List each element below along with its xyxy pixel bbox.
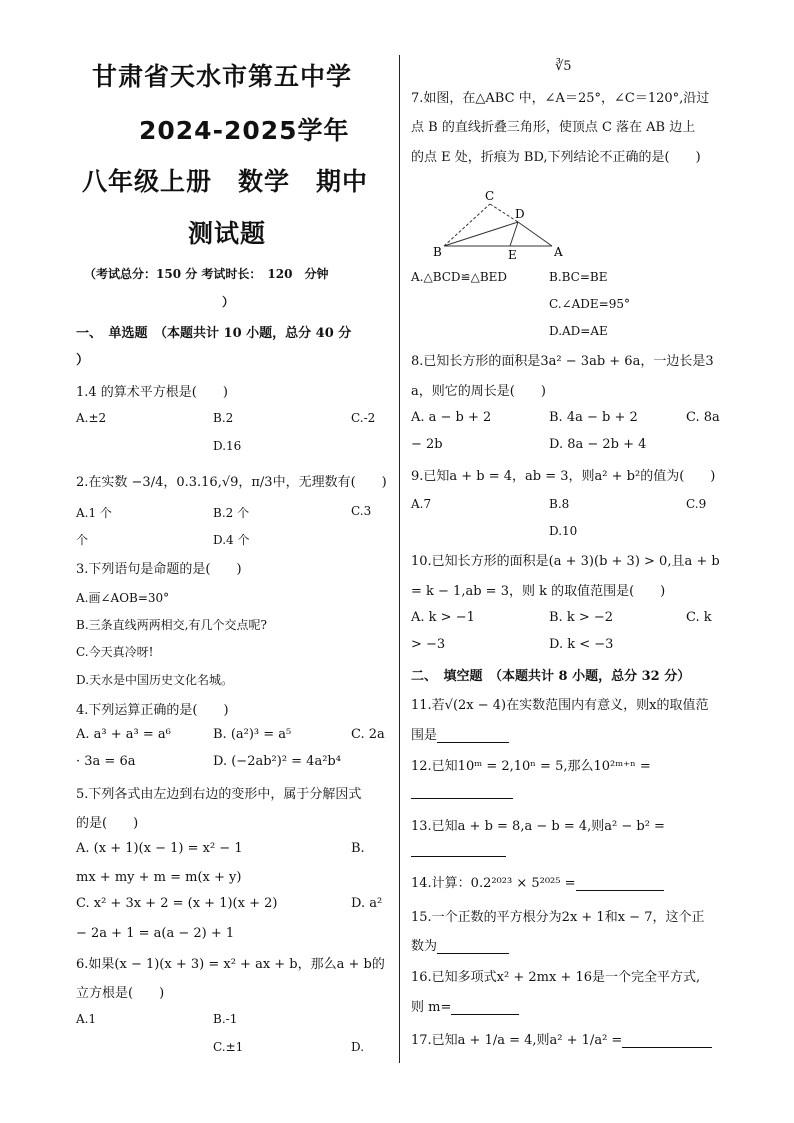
question-10-option-d: D. k < −3	[549, 637, 614, 652]
paper-title-grade: 八年级上册 数学 期中	[82, 167, 369, 196]
question-3-option-c: C.今天真冷呀!	[76, 645, 154, 659]
question-8-option-d: D. 8a − 2b + 4	[549, 437, 647, 452]
question-10-option-c: C. k	[686, 610, 712, 625]
question-6-stem-cont: 立方根是( )	[76, 986, 165, 1001]
question-14-stem-row	[411, 872, 664, 891]
question-2-option-c-cont: 个	[76, 533, 89, 547]
question-2-option-a: A.1 个	[76, 506, 112, 520]
question-4-option-d: D. (−2ab²)² = 4a²b⁴	[213, 754, 341, 769]
paper-title-test: 测试题	[188, 219, 267, 248]
question-2-option-d: D.4 个	[213, 533, 250, 547]
question-8-stem: 8.已知长方形的面积是3a² − 3ab + 6a，一边长是3	[411, 354, 714, 369]
question-11-label: 围是	[411, 728, 438, 743]
segment-DE	[510, 222, 518, 246]
question-1-option-d: D.16	[213, 439, 242, 453]
label-B: B	[433, 245, 442, 259]
question-11-stem-cont	[411, 724, 509, 743]
question-7-stem-cont: 点 B 的直线折叠三角形，使顶点 C 落在 AB 边上	[411, 120, 696, 135]
question-7-stem-cont2: 的点 E 处，折痕为 BD,下列结论不正确的是( )	[411, 150, 701, 165]
question-14-stem: 14.计算：0.2²⁰²³ × 5²⁰²⁵ =	[411, 876, 576, 891]
question-11-stem: 11.若√(2x − 4)在实数范围内有意义，则x的取值范	[411, 698, 709, 713]
question-4-option-b: B. (a²)³ = a⁵	[213, 727, 292, 742]
question-5-option-c: C. x² + 3x + 2 = (x + 1)(x + 2)	[76, 896, 278, 911]
exam-info: （考试总分：150 分 考试时长： 120 分钟	[84, 267, 329, 281]
question-9-option-c: C.9	[686, 497, 707, 511]
question-16-answer-blank[interactable]	[451, 1000, 519, 1015]
segment-BC	[444, 204, 490, 246]
question-7-option-d: D.AD=AE	[549, 324, 608, 338]
question-1-option-c: C.-2	[351, 411, 376, 425]
question-8-option-a: A. a − b + 2	[411, 410, 492, 425]
question-1-option-a: A.±2	[76, 411, 107, 425]
fold-line-BD	[444, 222, 518, 246]
question-10-option-b: B. k > −2	[549, 610, 614, 625]
label-A: A	[554, 245, 563, 259]
question-13-stem: 13.已知a + b = 8,a − b = 4,则a² − b² =	[411, 819, 665, 834]
question-5-stem-cont: 的是( )	[76, 816, 139, 831]
question-13-answer-blank[interactable]	[411, 842, 506, 857]
question-9-option-d: D.10	[549, 524, 578, 538]
question-17-answer-blank[interactable]	[622, 1033, 712, 1048]
question-2-stem: 2.在实数 −3/4，0.3.16,√9，π/3中，无理数有( )	[76, 475, 387, 490]
question-7-option-b: B.BC=BE	[549, 270, 608, 284]
question-15-stem: 15.一个正数的平方根分为2x + 1和x − 7，这个正	[411, 910, 705, 925]
label-E: E	[508, 248, 517, 262]
question-10-option-a: A. k > −1	[411, 610, 475, 625]
question-10-stem-cont: = k − 1,ab = 3，则 k 的取值范围是( )	[411, 584, 666, 599]
segment-DA	[518, 222, 552, 246]
question-15-answer-blank[interactable]	[437, 939, 509, 954]
question-6-stem: 6.如果(x − 1)(x + 3) = x² + ax + b，那么a + b的	[76, 957, 385, 972]
question-12-stem: 12.已知10ᵐ = 2,10ⁿ = 5,那么10²ᵐ⁺ⁿ =	[411, 759, 651, 774]
question-2-option-c: C.3	[351, 504, 372, 518]
question-6-option-d-cont: ∛5	[555, 59, 572, 74]
question-7-option-a: A.△BCD≌△BED	[411, 270, 508, 284]
question-6-option-d: D.	[351, 1040, 365, 1054]
question-17-stem: 17.已知a + 1/a = 4,则a² + 1/a² =	[411, 1033, 623, 1048]
question-6-option-c: C.±1	[213, 1040, 244, 1054]
paper-title-year: 2024-2025学年	[139, 116, 350, 145]
column-divider	[399, 55, 400, 1063]
section-heading-single-choice: 一、 单选题 （本题共计 10 小题，总分 40 分	[76, 326, 352, 341]
question-5-option-b: B.	[351, 841, 365, 856]
question-4-stem: 4.下列运算正确的是( )	[76, 703, 229, 718]
question-8-option-c-cont: − 2b	[411, 437, 443, 452]
question-8-option-c: C. 8a	[686, 410, 720, 425]
exam-info-close: ）	[222, 295, 235, 309]
question-3-option-b: B.三条直线两两相交,有几个交点呢?	[76, 618, 267, 632]
question-17-stem-row	[411, 1029, 712, 1048]
question-5-stem: 5.下列各式由左边到右边的变形中，属于分解因式	[76, 787, 362, 802]
label-C: C	[485, 189, 495, 203]
question-1-option-b: B.2	[213, 411, 234, 425]
question-3-stem: 3.下列语句是命题的是( )	[76, 562, 242, 577]
question-7-stem: 7.如图，在△ABC 中，∠A＝25°，∠C＝120°,沿过	[411, 91, 710, 106]
question-4-option-c-cont: · 3a = 6a	[76, 754, 136, 769]
section-heading-close: ）	[76, 353, 90, 368]
question-12-answer-blank[interactable]	[411, 784, 513, 799]
question-10-stem: 10.已知长方形的面积是(a + 3)(b + 3) > 0,且a + b	[411, 554, 720, 569]
question-3-option-d: D.天水是中国历史文化名城。	[76, 673, 234, 687]
question-14-answer-blank[interactable]	[576, 876, 664, 891]
question-16-label: 则 m=	[411, 1000, 452, 1015]
question-9-stem: 9.已知a + b = 4，ab = 3，则a² + b²的值为( )	[411, 469, 716, 484]
question-2-option-b: B.2 个	[213, 506, 250, 520]
question-9-option-b: B.8	[549, 497, 570, 511]
question-8-stem-cont: a，则它的周长是( )	[411, 384, 546, 399]
question-9-option-a: A.7	[411, 497, 432, 511]
question-1-stem: 1.4 的算术平方根是( )	[76, 385, 228, 400]
label-D: D	[515, 207, 525, 221]
segment-CD	[490, 204, 518, 222]
question-6-option-a: A.1	[76, 1012, 97, 1026]
question-5-option-b-cont: mx + my + m = m(x + y)	[76, 870, 242, 885]
question-16-stem: 16.已知多项式x² + 2mx + 16是一个完全平方式,	[411, 970, 701, 985]
question-7-option-c: C.∠ADE=95°	[549, 297, 630, 311]
question-4-option-c: C. 2a	[351, 727, 385, 742]
question-4-option-a: A. a³ + a³ = a⁶	[76, 727, 171, 742]
section-heading-fill-blank: 二、 填空题 （本题共计 8 小题，总分 32 分）	[411, 669, 691, 684]
question-3-option-a: A.画∠AOB=30°	[76, 591, 170, 605]
question-15-label: 数为	[411, 939, 438, 954]
question-11-answer-blank[interactable]	[437, 728, 509, 743]
question-8-option-b: B. 4a − b + 2	[549, 410, 638, 425]
question-6-option-b: B.-1	[213, 1012, 238, 1026]
question-7-triangle-figure	[430, 186, 570, 262]
question-5-option-d-cont: − 2a + 1 = a(a − 2) + 1	[76, 926, 235, 941]
question-5-option-d: D. a²	[351, 896, 383, 911]
question-10-option-c-cont: > −3	[411, 637, 446, 652]
question-5-option-a: A. (x + 1)(x − 1) = x² − 1	[76, 841, 243, 856]
paper-title-school: 甘肃省天水市第五中学	[92, 62, 353, 91]
question-15-stem-row	[411, 935, 509, 954]
question-16-stem-row	[411, 996, 519, 1015]
